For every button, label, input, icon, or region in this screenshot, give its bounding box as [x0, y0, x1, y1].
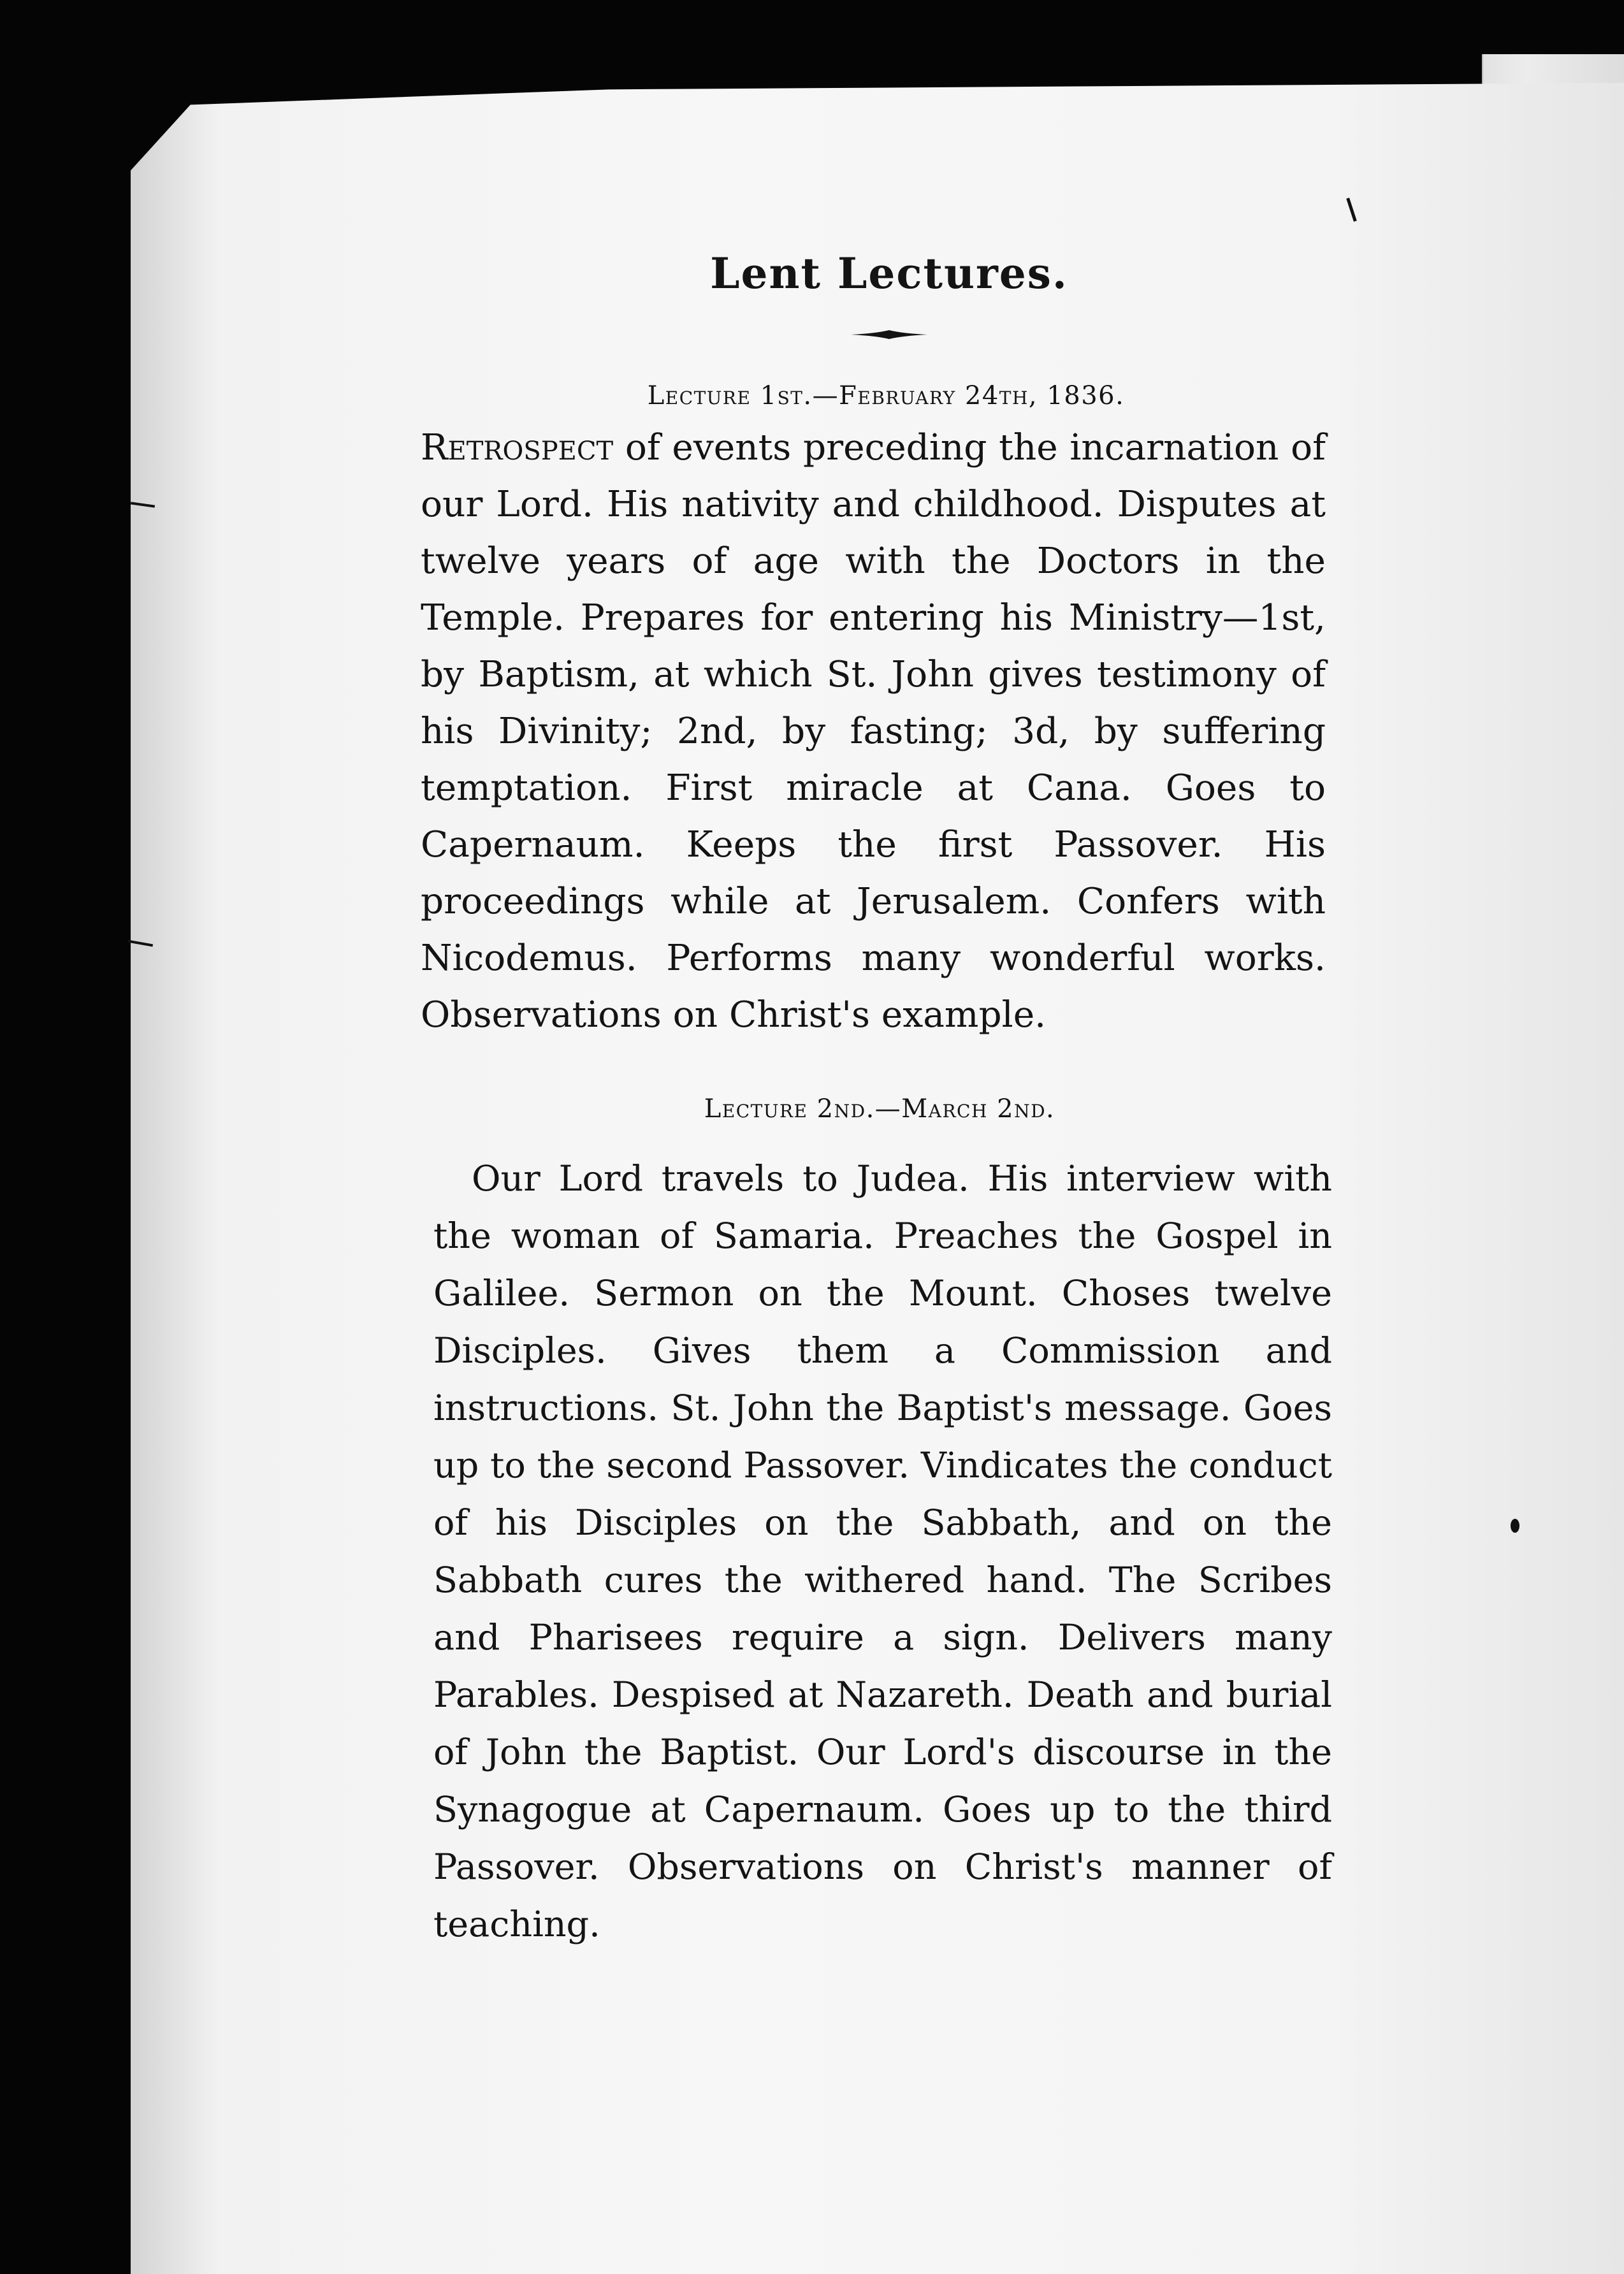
lecture-2-summary: Our Lord travels to Judea. His interview with the woman of Samaria. Preaches the Gospel in Galilee. Sermon on the Mount. Choses twelve Disciples. Gives them a Commission and instructions. St. John the Baptist's message. Goes up to the second Passover. Vindicates the conduct of his Disciples on the Sabbath, and on the Sabbath cures the withered hand. The Scribes and Pharisees require a sign. Delivers many Parables. Despised at Nazareth. Death and burial of John the Baptist. Our Lord's discourse in the Synagogue at Capernaum. Goes up to the third Passover. Observations on Christ's manner of teaching.: [433, 1158, 1332, 1945]
ornament-rule-icon: [845, 325, 934, 344]
scan-mark: [1511, 1519, 1519, 1533]
page-heading: Lent Lectures.: [710, 249, 1068, 298]
lecture-1-title: Lecture 1st.—February 24th, 1836.: [647, 381, 1125, 410]
lecture-2-title: Lecture 2nd.—March 2nd.: [704, 1094, 1055, 1124]
lecture-1-summary: [421, 419, 1332, 1043]
lecture-1-text: of events preceding the incarnation of our Lord. His nativity and childhood. Disputes at twelve years of age with the Doctors in the Temple. Prepares for entering his Ministry—1st, by Baptism, at which St. John gives testimony of his Divinity; 2nd, by fasting; 3d, by suffering temptation. First miracle at Cana. Goes to Capernaum. Keeps the first Passover. His proceedings while at Jerusalem. Confers with Nicodemus. Performs many wonderful works. Observations on Christ's example.: [421, 427, 1326, 1036]
lecture-1-lead-word: Retrospect: [421, 427, 614, 468]
document-content: [421, 249, 1332, 1953]
